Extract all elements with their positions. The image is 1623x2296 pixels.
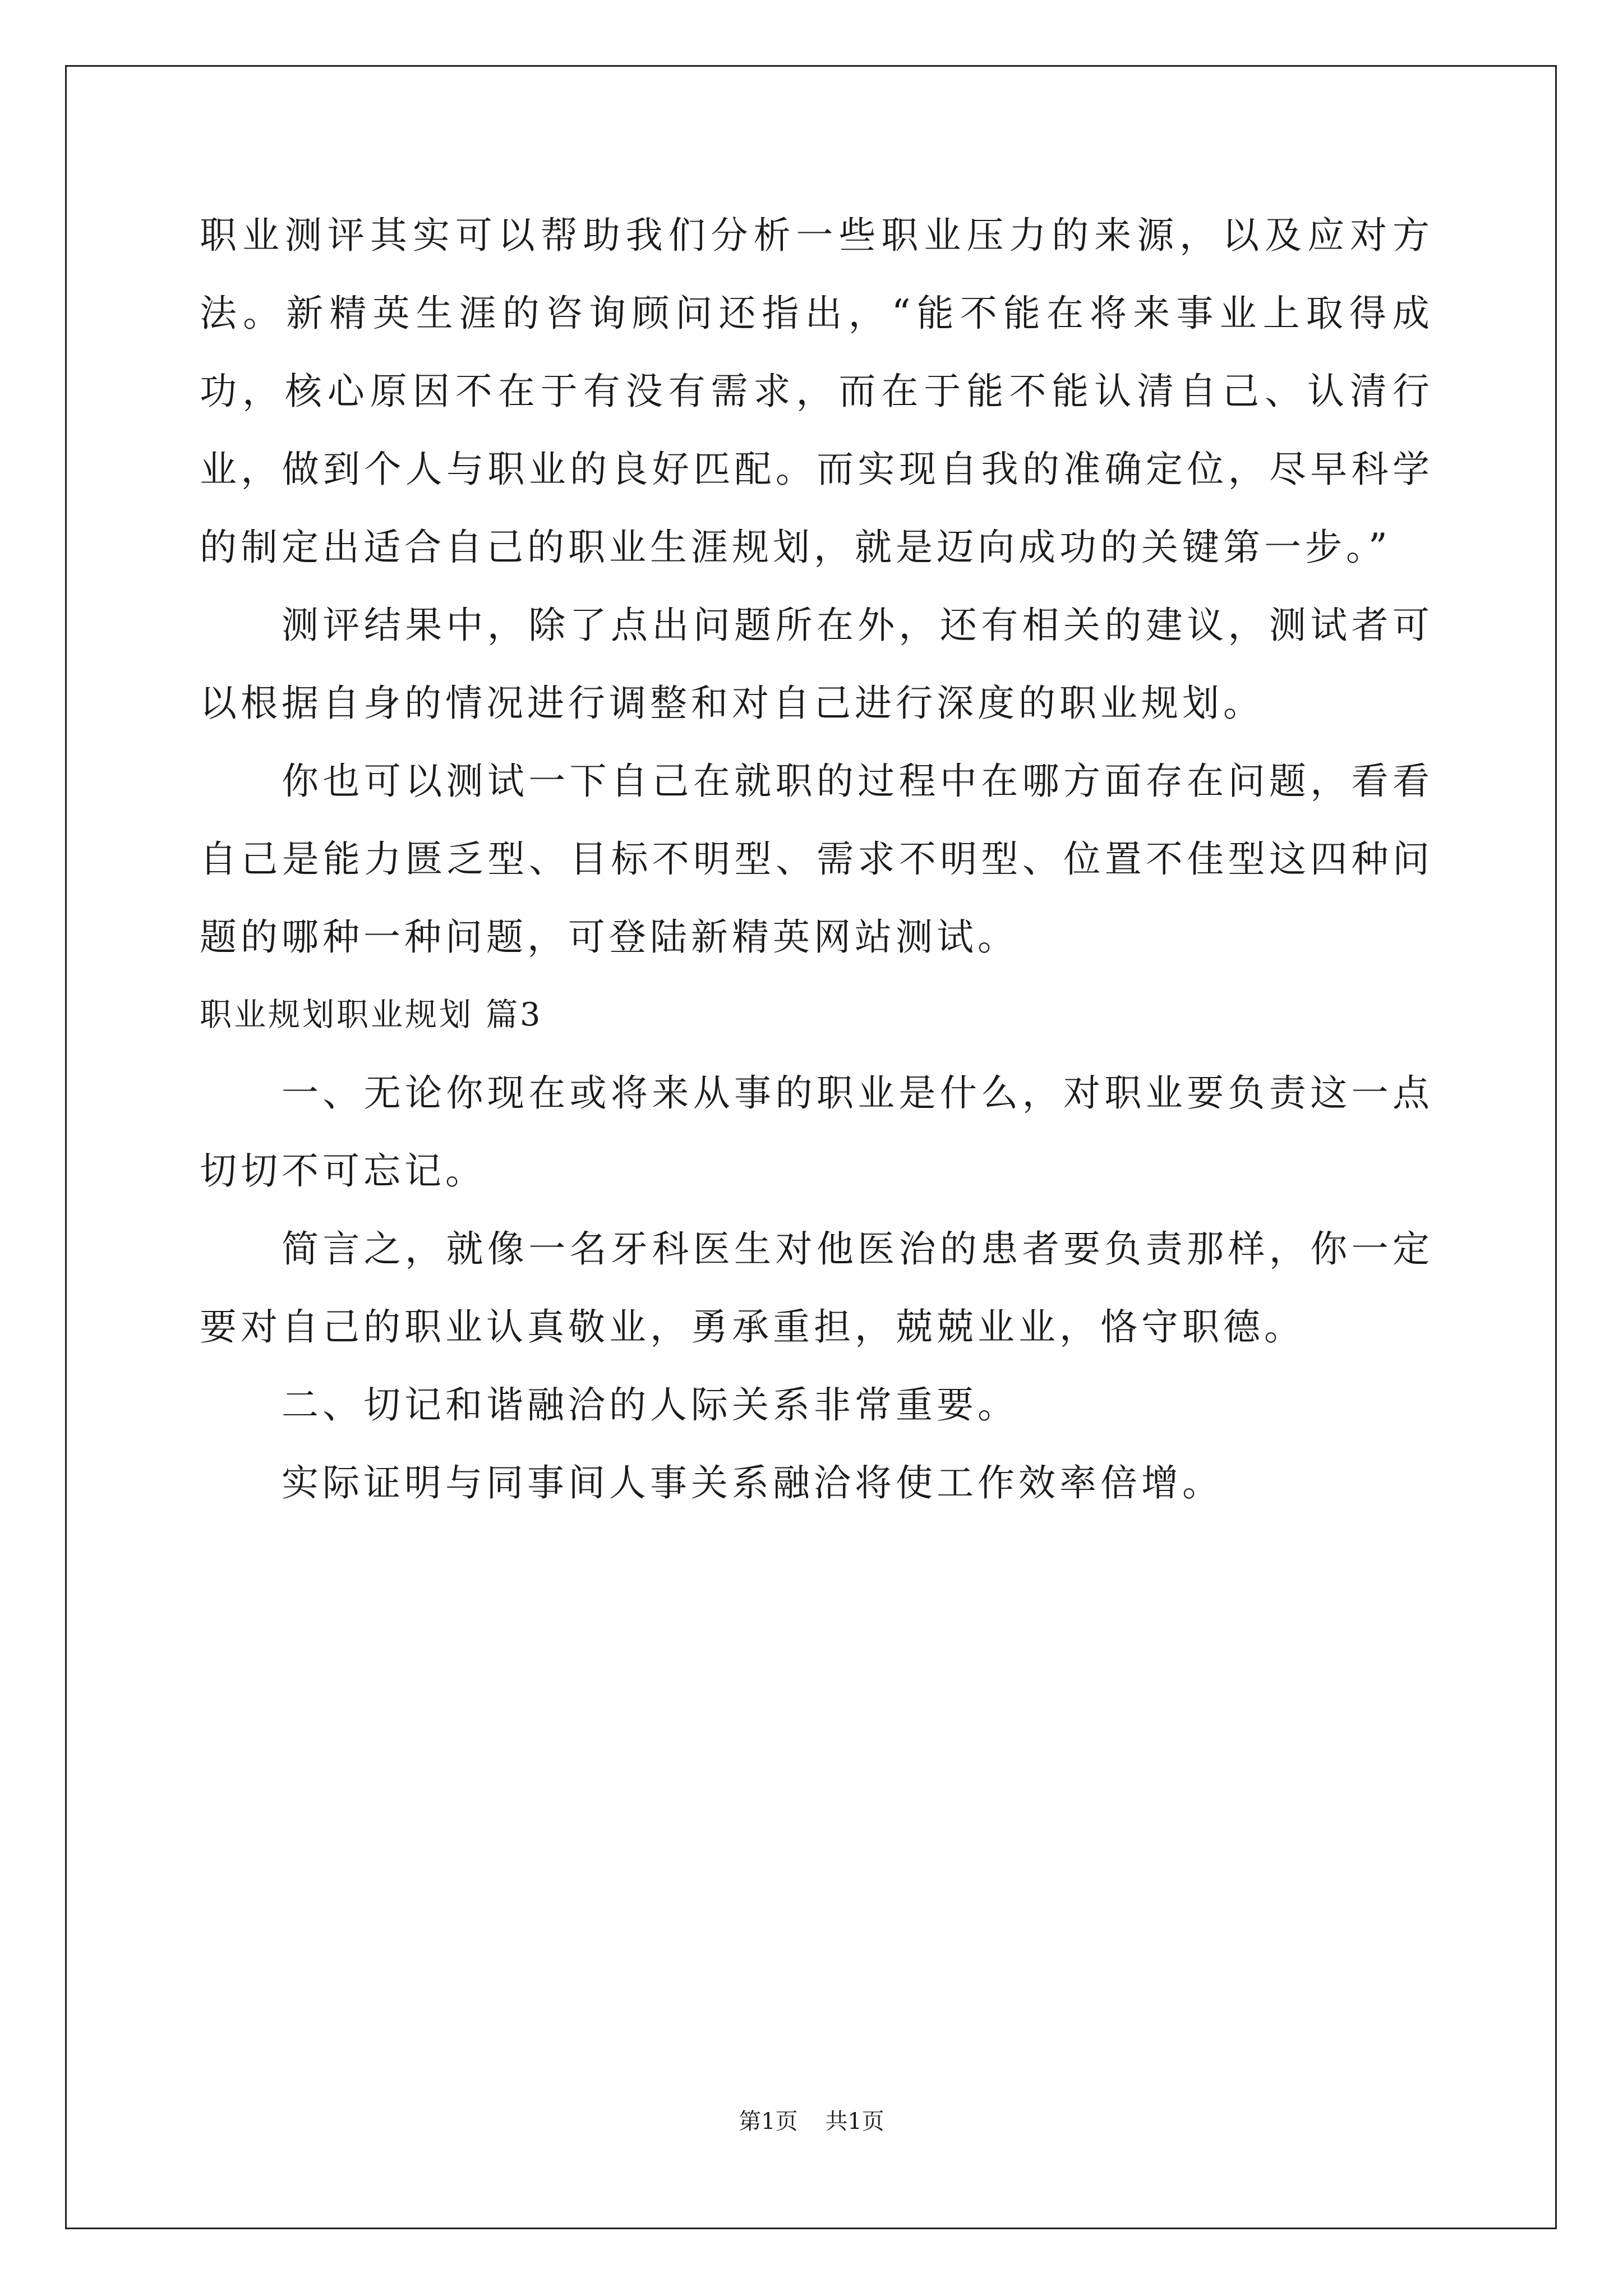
paragraph-efficiency: 实际证明与同事间人事关系融洽将使工作效率倍增。 — [282, 1461, 1223, 1504]
paragraph-self-test: 你也可以测试一下自己在就职的过程中在哪方面存在问题，看看自己是能力匮乏型、目标不明型、需求不明型、位置不佳型这四种问题的哪种一种问题，可登陆新精英网站测试。 — [200, 760, 1433, 959]
paragraph-assessment-results: 测评结果中，除了点出问题所在外，还有相关的建议，测试者可以根据自身的情况进行调整和对自己进行深度的职业规划。 — [200, 604, 1433, 725]
paragraph-career-assessment: 职业测评其实可以帮助我们分析一些职业压力的来源，以及应对方法。新精英生涯的咨询顾问还指出，“能不能在将来事业上取得成功，核心原因不在于有没有需求，而在于能不能认清自己、认清行业，做到个人与职业的良好匹配。而实现自我的准确定位，尽早科学的制定出适合自己的职业生涯规划，就是迈向成功的关键第一步。” — [200, 214, 1433, 569]
paragraph-point-one: 一、无论你现在或将来从事的职业是什么，对职业要负责这一点切切不可忘记。 — [200, 1071, 1433, 1193]
page-total: 共1页 — [825, 2109, 884, 2134]
paragraph-point-two: 二、切记和谐融洽的人际关系非常重要。 — [282, 1383, 1018, 1427]
paragraph-dentist-analogy: 简言之，就像一名牙科医生对他医治的患者要负责那样，你一定要对自己的职业认真敬业，勇承重担，兢兢业业，恪守职德。 — [200, 1227, 1433, 1349]
document-body — [200, 196, 1433, 1522]
page-footer — [0, 2104, 1623, 2136]
section-heading: 职业规划职业规划 篇3 — [200, 996, 543, 1033]
page-number: 第1页 — [739, 2109, 798, 2134]
